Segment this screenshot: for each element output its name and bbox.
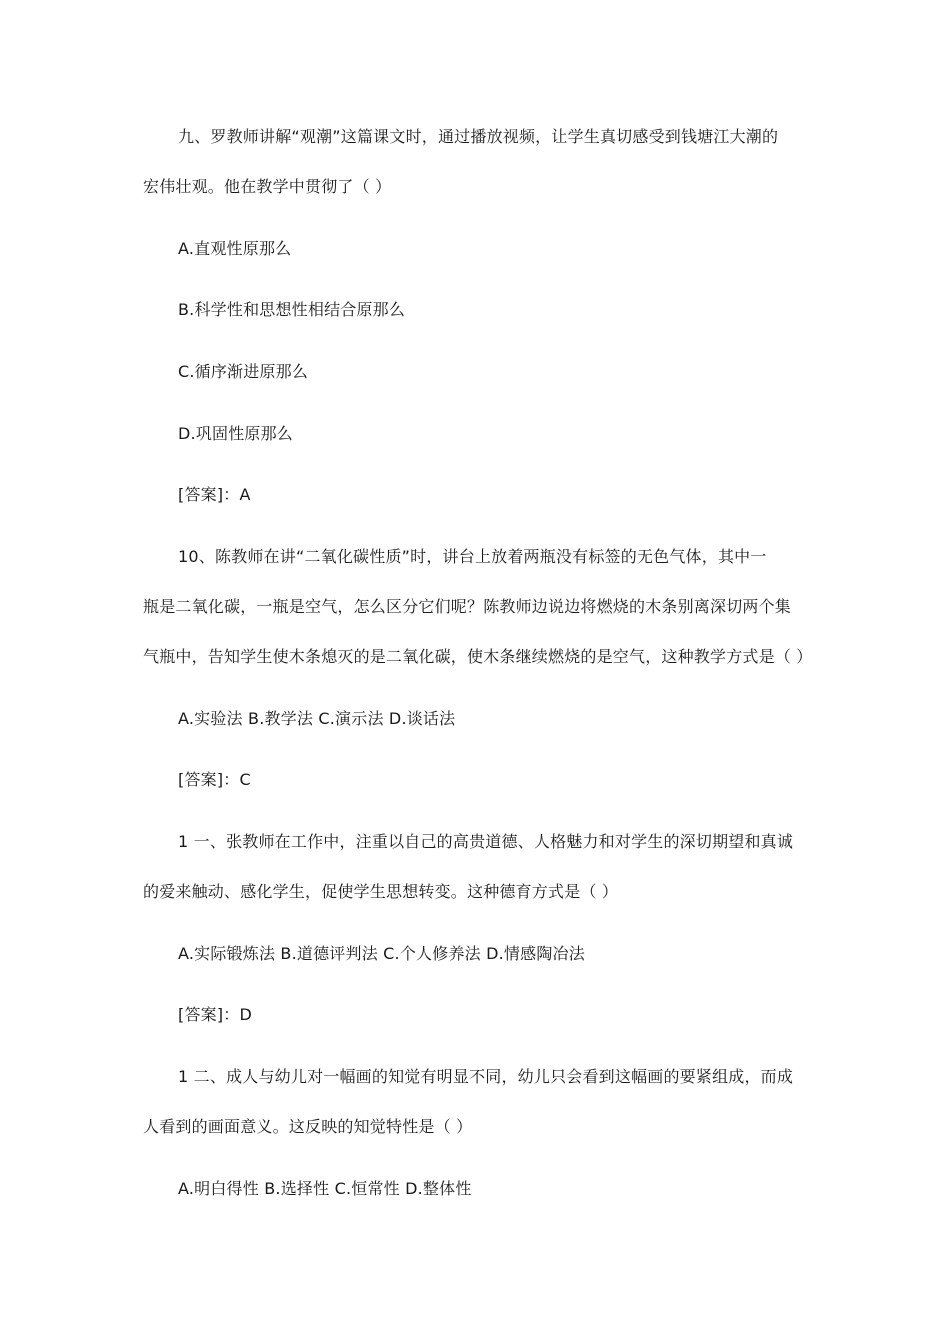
question-9-option-a: A.直观性原那么 [178,239,292,258]
question-12-stem-line-2: 人看到的画面意义。这反映的知觉特性是（ ） [143,1117,473,1136]
question-10-stem-line-1: 10、陈教师在讲“二氧化碳性质”时，讲台上放着两瓶没有标签的无色气体，其中一 [178,547,767,566]
question-9-stem-line-1: 九、罗教师讲解“观潮”这篇课文时，通过播放视频，让学生真切感受到钱塘江大潮的 [178,127,779,146]
question-9-option-d: D.巩固性原那么 [178,424,294,443]
question-11-stem-line-2: 的爱来触动、感化学生，促使学生思想转变。这种德育方式是（ ） [143,882,619,901]
question-10-options: A.实验法 B.教学法 C.演示法 D.谈话法 [178,709,456,728]
question-11-options: A.实际锻炼法 B.道德评判法 C.个人修养法 D.情感陶冶法 [178,944,585,963]
question-10-answer: [答案]：C [178,770,251,789]
question-10-stem-line-2: 瓶是二氧化碳，一瓶是空气，怎么区分它们呢？陈教师边说边将燃烧的木条别离深切两个集 [143,597,792,616]
question-10-stem-line-3: 气瓶中，告知学生使木条熄灭的是二氧化碳，使木条继续燃烧的是空气，这种教学方式是（ ） [143,647,813,666]
question-9-stem-line-2: 宏伟壮观。他在教学中贯彻了（ ） [143,177,392,196]
question-11-answer: [答案]：D [178,1005,253,1024]
question-9-option-c: C.循序渐进原那么 [178,362,309,381]
question-9-option-b: B.科学性和思想性相结合原那么 [178,300,406,319]
question-12-stem-line-1: 1 二、成人与幼儿对一幅画的知觉有明显不同，幼儿只会看到这幅画的要紧组成，而成 [178,1067,794,1086]
question-11-stem-line-1: 1 一、张教师在工作中，注重以自己的高贵道德、人格魅力和对学生的深切期望和真诚 [178,832,794,851]
question-9-answer: [答案]：A [178,485,251,504]
question-12-options: A.明白得性 B.选择性 C.恒常性 D.整体性 [178,1179,472,1198]
